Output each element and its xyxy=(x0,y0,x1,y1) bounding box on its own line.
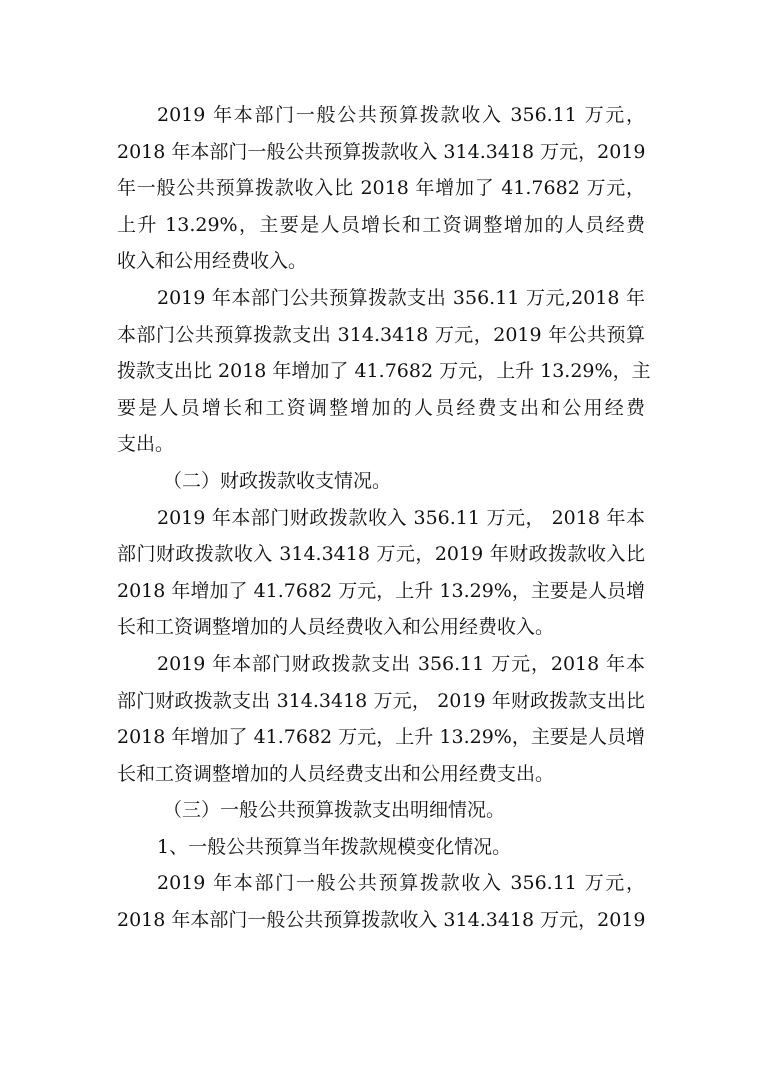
p1-line-5: 收入和公用经费收入。 xyxy=(117,250,308,273)
section-heading-3: （三）一般公共预算拨款支出明细情况。 xyxy=(163,799,506,822)
p1-line-3: 年一般公共预算拨款收入比 2018 年增加了 41.7682 万元， xyxy=(117,177,645,200)
p1-line-1: 2019 年本部门一般公共预算拨款收入 356.11 万元， xyxy=(157,104,645,126)
p5-line-1: 2019 年本部门一般公共预算拨款收入 356.11 万元， xyxy=(157,872,645,895)
p2-line-5: 支出。 xyxy=(117,433,175,456)
p3-line-4: 长和工资调整增加的人员经费收入和公用经费收入。 xyxy=(117,616,555,639)
p1-line-2: 2018 年本部门一般公共预算拨款收入 314.3418 万元，2019 xyxy=(117,140,646,163)
p4-line-3: 2018 年增加了 41.7682 万元，上升 13.29%，主要是人员增 xyxy=(117,726,645,749)
p5-line-2: 2018 年本部门一般公共预算拨款收入 314.3418 万元，2019 xyxy=(117,909,646,932)
p4-line-2: 部门财政拨款支出 314.3418 万元， 2019 年财政拨款支出比 xyxy=(117,689,645,712)
p2-line-3: 拨款支出比 2018 年增加了 41.7682 万元，上升 13.29%，主 xyxy=(117,360,651,383)
p4-line-1: 2019 年本部门财政拨款支出 356.11 万元，2018 年本 xyxy=(157,652,645,675)
section-heading-2: （二）财政拨款收支情况。 xyxy=(163,469,392,492)
p4-line-4: 长和工资调整增加的人员经费支出和公用经费支出。 xyxy=(117,762,555,785)
p2-line-1: 2019 年本部门公共预算拨款支出 356.11 万元,2018 年 xyxy=(157,286,645,309)
p2-line-2: 本部门公共预算拨款支出 314.3418 万元，2019 年公共预算 xyxy=(117,323,645,346)
p2-line-4: 要是人员增长和工资调整增加的人员经费支出和公用经费 xyxy=(117,396,645,419)
document-body xyxy=(117,97,651,939)
p3-line-2: 部门财政拨款收入 314.3418 万元，2019 年财政拨款收入比 xyxy=(117,543,645,566)
p3-line-1: 2019 年本部门财政拨款收入 356.11 万元， 2018 年本 xyxy=(157,506,645,529)
p3-line-3: 2018 年增加了 41.7682 万元，上升 13.29%，主要是人员增 xyxy=(117,579,645,602)
subsection-heading-1: 1、一般公共预算当年拨款规模变化情况。 xyxy=(157,835,512,858)
p1-line-4: 上升 13.29%，主要是人员增长和工资调整增加的人员经费 xyxy=(117,213,645,236)
